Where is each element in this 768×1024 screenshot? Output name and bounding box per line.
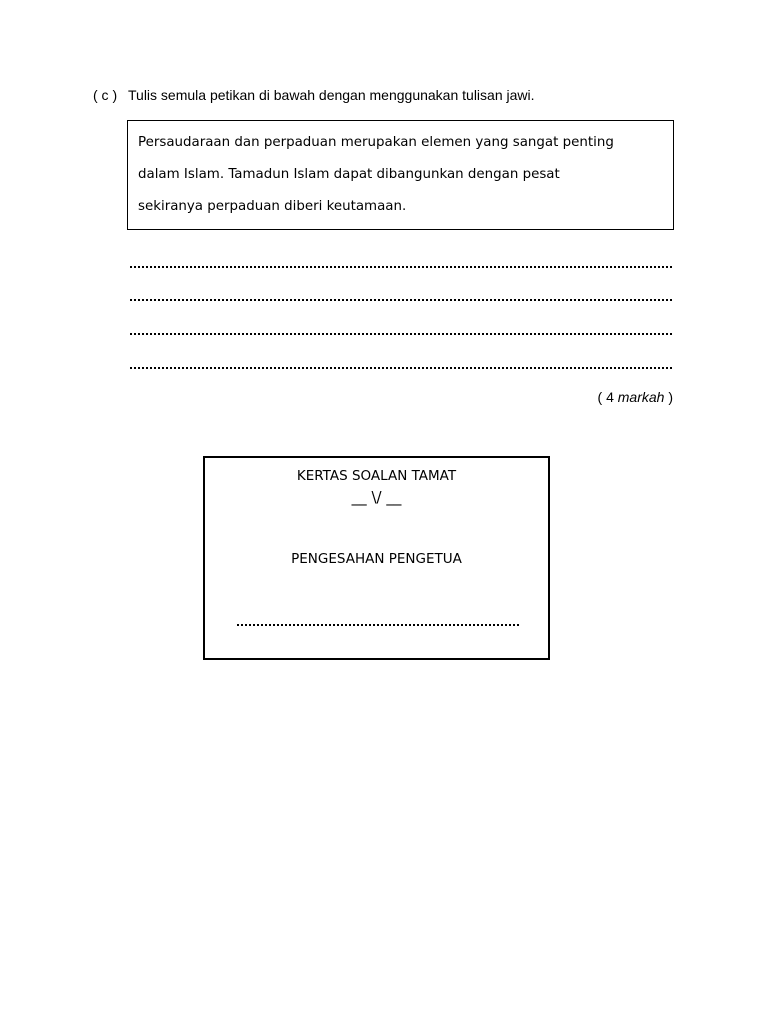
stamp-tick-mark: __ \/ __	[351, 488, 402, 506]
signature-line[interactable]	[237, 624, 519, 626]
end-of-paper-stamp	[203, 456, 550, 660]
marks-close: )	[668, 389, 673, 405]
passage-line: sekiranya perpaduan diberi keutamaan.	[138, 199, 407, 214]
passage-box	[127, 120, 674, 230]
answer-line[interactable]	[130, 266, 672, 268]
passage-line: dalam Islam. Tamadun Islam dapat dibangunkan dengan pesat	[138, 167, 560, 182]
stamp-title: KERTAS SOALAN TAMAT	[296, 468, 457, 484]
question-text: Tulis semula petikan di bawah dengan menggunakan tulisan jawi.	[128, 87, 535, 103]
answer-line[interactable]	[130, 367, 672, 369]
question-instruction	[93, 87, 535, 103]
question-label: ( c )	[93, 87, 118, 103]
answer-line[interactable]	[130, 333, 672, 335]
passage-line: Persaudaraan dan perpaduan merupakan elemen yang sangat penting	[138, 135, 614, 150]
marks-open: ( 4	[597, 389, 614, 405]
stamp-subtitle: PENGESAHAN PENGETUA	[291, 551, 462, 567]
marks-word: markah	[617, 389, 665, 405]
marks-allocation	[598, 389, 673, 405]
answer-line[interactable]	[130, 299, 672, 301]
